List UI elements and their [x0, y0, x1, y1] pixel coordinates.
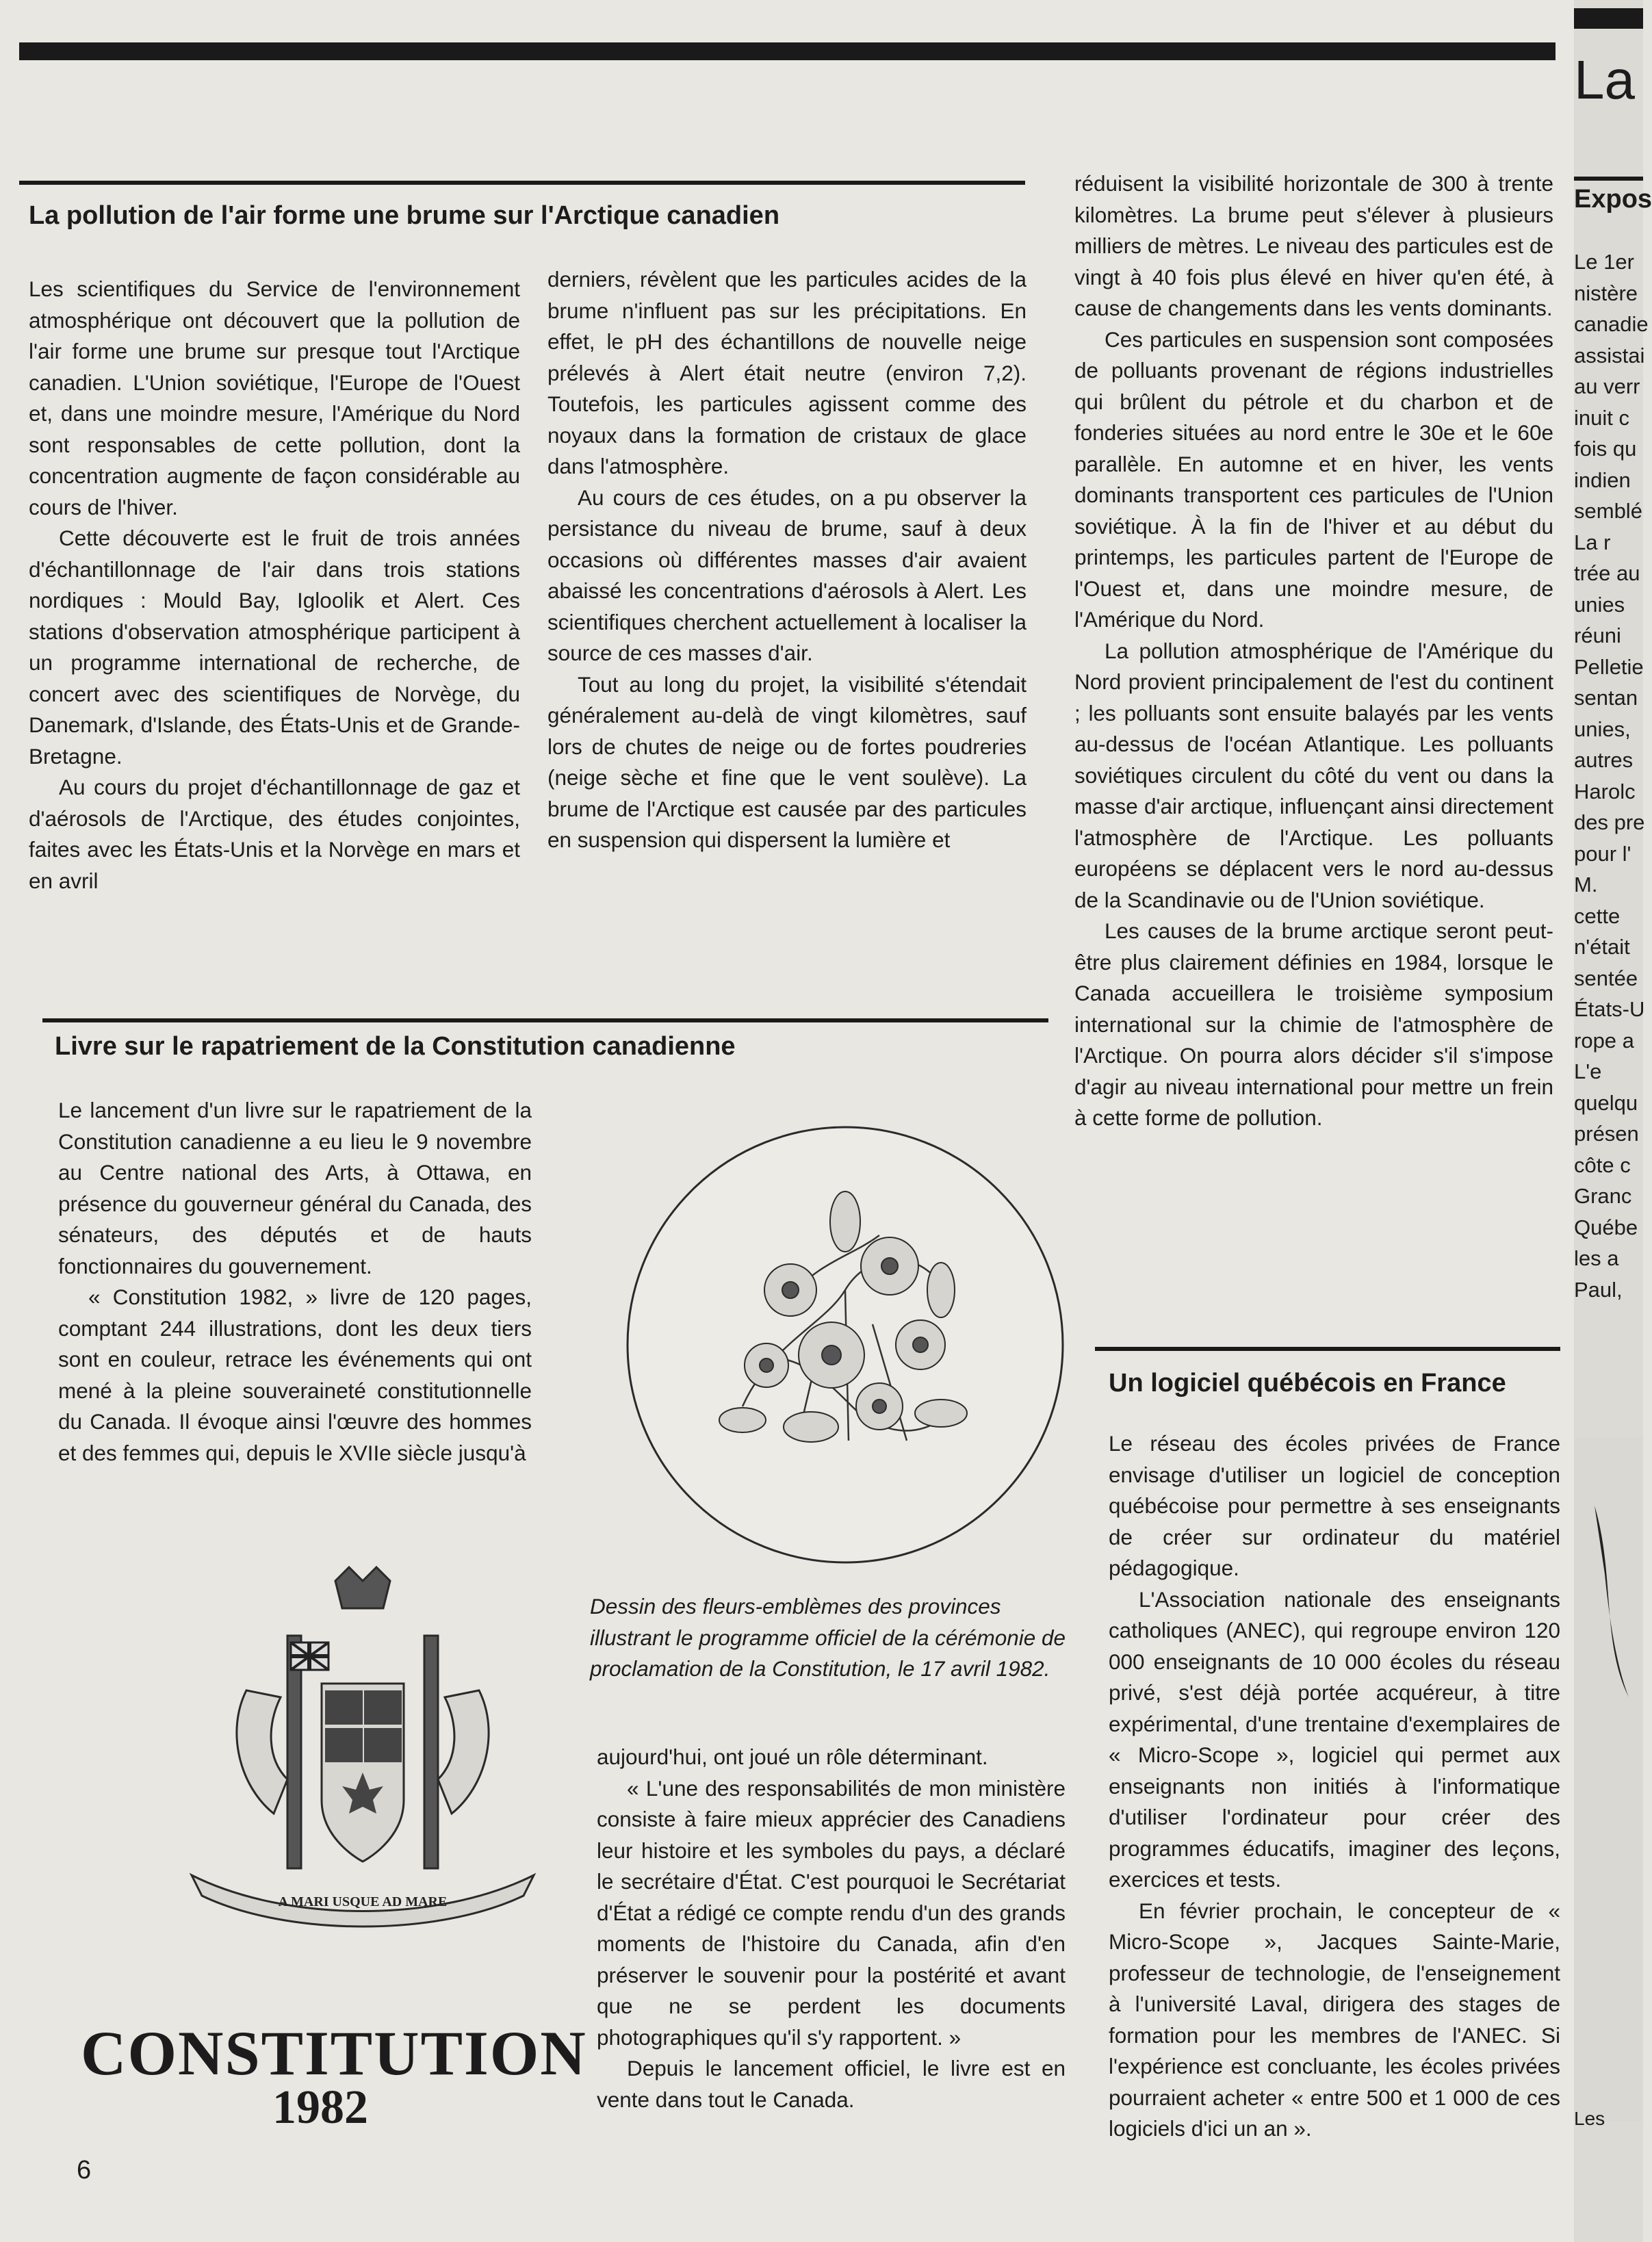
next-page-caption-fragment: Les	[1574, 2108, 1605, 2129]
pollution-column-1	[29, 274, 520, 897]
edge-text-line: Le 1er	[1574, 250, 1634, 274]
paragraph: Ces particules en suspension sont composées de polluants provenant de régions industrielles qui brûlent du pétrole et du charbon et de fonderies situées au nord entre le 30e et le 60e parallèle. En automne et en hiver, les vents dominants transportent ces particules de l'Union soviétique. À la fin de l'hiver et au début du printemps, les particules partent de l'Europe de l'Ouest et, dans une moindre mesure, de l'Amérique du Nord.	[1074, 326, 1553, 632]
logiciel-column	[1109, 1428, 1560, 2145]
edge-text-line: unies,	[1574, 717, 1631, 741]
page-number: 6	[77, 2156, 92, 2185]
paragraph: En février prochain, le concepteur de « Micro-Scope », Jacques Sainte-Marie, professeur de technologie, de l'enseignement à l'université Laval, dirigera des stages de formation pour les membres de l'ANEC. Si l'expérience est concluante, les écoles privées pourraient acheter « entre 500 et 1 000 de ces logiciels d'ici un an ».	[1109, 1898, 1560, 2141]
edge-text-line: cette	[1574, 903, 1621, 928]
pollution-column-2	[547, 264, 1027, 856]
edge-text-line: des pre	[1574, 810, 1645, 834]
book-title-word: CONSTITUTION	[81, 2018, 587, 2088]
edge-text-line: L'e	[1574, 1059, 1602, 1083]
paragraph: « L'une des responsabilités de mon ministère consiste à faire mieux apprécier des Canadiens leur histoire et les symboles du pays, a déclaré le secrétaire d'État. C'est pourquoi le Secrétariat d'État a rédigé ce compte rendu d'un des grands moments de l'histoire du Canada, afin d'en préserver le souvenir pour la postérité et avant que ne se perdent les documents photographiques qu'il s'y rapportent. »	[597, 1775, 1066, 2050]
headline-rule	[19, 181, 1025, 185]
edge-text-line: autres	[1574, 748, 1634, 772]
coat-of-arms-motto: A MARI USQUE AD MARE	[278, 1894, 448, 1909]
edge-text-line: nistère	[1574, 281, 1638, 305]
paragraph: réduisent la visibilité horizontale de 300 à trente kilomètres. La brume peut s'élever à plusieurs milliers de mètres. Le niveau des particules est de vingt à 40 fois plus élevé en hiver qu'en été, à cause de changements dans les vents dominants.	[1074, 171, 1553, 320]
article-title-constitution: Livre sur le rapatriement de la Constitution canadienne	[55, 1032, 736, 1061]
paragraph: aujourd'hui, ont joué un rôle déterminant.	[597, 1744, 988, 1769]
constitution-column-2	[597, 1742, 1066, 2115]
edge-text-line: au verr	[1574, 374, 1640, 398]
next-page-photo	[1574, 1437, 1643, 2122]
edge-text-line: Harolc	[1574, 779, 1636, 803]
edge-text-line: pour l'	[1574, 841, 1631, 866]
paragraph: Tout au long du projet, la visibilité s'étendait généralement au-delà de vingt kilomètres, sauf lors de chutes de neige ou de fortes poudreries (neige sèche et fine que le vent soulève). La brume de l'Arctique est causée par des particules en suspension qui dispersent la lumière et	[547, 671, 1027, 852]
edge-text-line: les a	[1574, 1246, 1619, 1270]
next-page-rule	[1574, 177, 1643, 181]
edge-text-line: canadie	[1574, 312, 1649, 336]
constitution-column-1	[58, 1095, 532, 1469]
edge-text-line: assistai	[1574, 343, 1645, 368]
top-rule	[19, 42, 1556, 60]
edge-text-line: Granc	[1574, 1184, 1632, 1208]
paragraph: Au cours du projet d'échantillonnage de gaz et d'aérosols de l'Arctique, des études conjointes, faites avec les États-Unis et la Norvège en mars et en avril	[29, 775, 520, 893]
headline-rule	[1095, 1347, 1560, 1351]
edge-text-line: semblé	[1574, 499, 1642, 523]
edge-text-line: États-U	[1574, 997, 1645, 1021]
edge-text-line: inuit c	[1574, 405, 1629, 430]
headline-rule	[42, 1018, 1048, 1022]
article-title-logiciel: Un logiciel québécois en France	[1109, 1369, 1506, 1397]
paragraph: Au cours de ces études, on a pu observer la persistance du niveau de brume, sauf à deux occasions où différentes masses d'air avaient abaissé les concentrations d'aérosols à Alert. Les scientifiques cherchent actuellement à localiser la source de ces masses d'air.	[547, 485, 1027, 665]
edge-text-line: Paul,	[1574, 1277, 1623, 1302]
edge-text-line: réuni	[1574, 623, 1621, 647]
paragraph: L'Association nationale des enseignants catholiques (ANEC), qui regroupe environ 120 000 enseignants de 10 000 écoles du réseau privé, s'est déjà portée acquéreur, à titre expérimental, d'une trentaine d'exemplaires de « Micro-Scope », logiciel qui permet aux enseignants non initiés à l'informatique d'utiliser l'ordinateur pour créer des programmes éducatifs, imaginer des leçons, exercices et tests.	[1109, 1586, 1560, 1892]
illustration-caption: Dessin des fleurs-emblèmes des provinces illustrant le programme officiel de la cérémonie de proclamation de la Constitution, le 17 avril 1982.	[590, 1594, 1066, 1681]
paragraph: Les scientifiques du Service de l'environnement atmosphérique ont découvert que la pollution de l'air forme une brume sur presque tout l'Arctique canadien. L'Union soviétique, l'Europe de l'Ouest et, dans une moindre mesure, l'Amérique du Nord sont responsables de cette pollution, dont la concentration augmente de façon considérable au cours de l'hiver.	[29, 276, 520, 519]
edge-text-line: La r	[1574, 530, 1611, 554]
paragraph: Le réseau des écoles privées de France envisage d'utiliser un logiciel de conception québécoise pour permettre à ses enseignants de créer sur ordinateur du matériel pédagogique.	[1109, 1431, 1560, 1580]
paragraph: « Constitution 1982, » livre de 120 pages, comptant 244 illustrations, dont les deux tiers sont en couleur, retrace les événements qui ont mené à la pleine souveraineté constitutionnelle du Canada. Il évoque ainsi l'œuvre des hommes et des femmes qui, depuis le XVIIe siècle jusqu'à	[58, 1285, 532, 1465]
paragraph: Les causes de la brume arctique seront peut-être plus clairement définies en 1984, lorsque le Canada accueillera le troisième symposium international sur la chimie de l'atmosphère de l'Arctique. On pourra alors décider s'il s'impose d'agir au niveau international pour mettre un frein à cette forme de pollution.	[1074, 918, 1553, 1130]
paragraph: La pollution atmosphérique de l'Amérique du Nord provient principalement de l'est du continent ; les polluants sont ensuite balayés par les vents au-dessus de l'océan Atlantique. Les polluants soviétiques circulent du côté du vent ou dans la masse d'air arctique, influençant ainsi directement l'atmosphère de l'Arctique. Les polluants européens se déplacent vers le nord au-dessus de la Scandinavie ou de l'Union soviétique.	[1074, 638, 1553, 912]
book-title-year: 1982	[272, 2081, 368, 2134]
floral-emblems-plate-illustration	[619, 1119, 1071, 1571]
edge-text-line: fois qu	[1574, 437, 1637, 461]
edge-text-line: sentan	[1574, 686, 1638, 710]
paragraph: Depuis le lancement officiel, le livre est en vente dans tout le Canada.	[597, 2056, 1066, 2112]
edge-text-line: côte c	[1574, 1152, 1631, 1177]
pollution-column-3	[1074, 168, 1553, 1134]
next-page-text-fragments	[1574, 246, 1649, 1305]
edge-text-line: Québe	[1574, 1215, 1638, 1239]
next-page-heading-fragment: Expos	[1574, 185, 1652, 214]
paragraph: derniers, révèlent que les particules acides de la brume n'influent pas sur les précipitations. En effet, le pH des échantillons de nouvelle neige prélevés à Alert était neutre (environ 7,2). Toutefois, les particules agissent comme des noyaux dans la formation de cristaux de glace dans l'atmosphère.	[547, 267, 1027, 478]
edge-text-line: trée au	[1574, 561, 1640, 585]
edge-text-line: unies	[1574, 592, 1625, 617]
edge-text-line: présen	[1574, 1122, 1639, 1146]
article-title-pollution: La pollution de l'air forme une brume sur l'Arctique canadien	[29, 201, 780, 230]
next-page-title-fragment: La	[1574, 49, 1635, 110]
edge-text-line: Pelletie	[1574, 654, 1644, 679]
edge-text-line: rope a	[1574, 1028, 1634, 1053]
next-page-edge	[1574, 0, 1652, 2242]
paragraph: Cette découverte est le fruit de trois années d'échantillonnage de l'air dans trois stations nordiques : Mould Bay, Igloolik et Alert. Ces stations d'observation atmosphérique participent à un programme international de recherche, de concert avec des scientifiques de Norvège, du Danemark, d'Islande, des États-Unis et de Grande-Bretagne.	[29, 526, 520, 769]
edge-text-line: sentée	[1574, 966, 1638, 990]
edge-text-line: indien	[1574, 467, 1631, 492]
edge-text-line: quelqu	[1574, 1090, 1638, 1115]
paragraph: Le lancement d'un livre sur le rapatriement de la Constitution canadienne a eu lieu le 9 novembre au Centre national des Arts, à Ottawa, en présence du gouverneur général du Canada, des sénateurs, des députés et de hauts fonctionnaires du gouvernement.	[58, 1098, 532, 1278]
next-page-top-rule	[1574, 8, 1643, 29]
next-page-photo-fragment	[1574, 1437, 1643, 2122]
canadian-coat-of-arms-icon	[151, 1554, 575, 1937]
edge-text-line: M.	[1574, 873, 1598, 897]
edge-text-line: n'était	[1574, 935, 1630, 959]
